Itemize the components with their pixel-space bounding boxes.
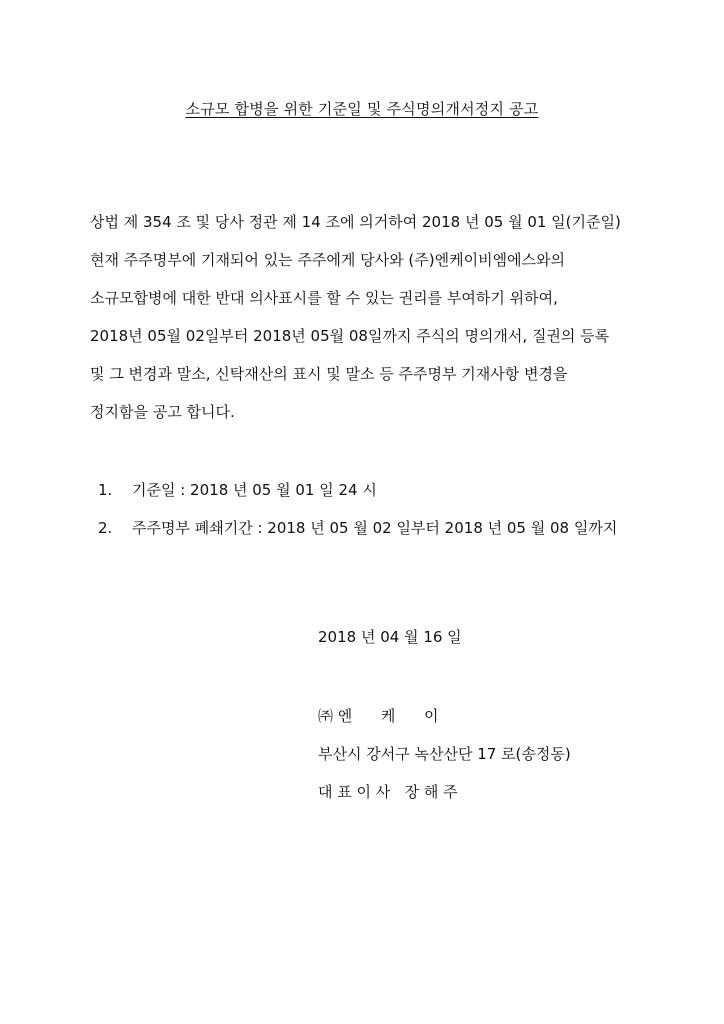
- notice-title: 소규모 합병을 위한 기준일 및 주식명의개서정지 공고: [185, 100, 539, 118]
- list-item-text: 주주명부 폐쇄기간 : 2018 년 05 월 02 일부터 2018 년 05 월 08 일까지: [132, 519, 618, 537]
- notice-date: 2018 년 04 월 16 일: [318, 628, 462, 646]
- body-line: 소규모합병에 대한 반대 의사표시를 할 수 있는 권리를 부여하기 위하여,: [90, 289, 558, 307]
- body-line: 상법 제 354 조 및 당사 정관 제 14 조에 의거하여 2018 년 05 월 01 일(기준일): [90, 213, 621, 231]
- company-name: ㈜ 엔 케 이: [318, 707, 439, 725]
- company-address: 부산시 강서구 녹산산단 17 로(송정동): [318, 745, 571, 763]
- list-item: [98, 476, 698, 514]
- body-line: 및 그 변경과 말소, 신탁재산의 표시 및 말소 등 주주명부 기재사항 변경을: [90, 365, 568, 383]
- notice-list: [98, 476, 698, 552]
- body-line: 현재 주주명부에 기재되어 있는 주주에게 당사와 (주)엔케이비엠에스와의: [90, 251, 566, 269]
- signature-block: [318, 702, 571, 816]
- list-item-number: 1.: [98, 481, 113, 499]
- body-line: 2018년 05월 02일부터 2018년 05월 08일까지 주식의 명의개서, 질권의 등록: [90, 327, 610, 345]
- list-item-text: 기준일 : 2018 년 05 월 01 일 24 시: [132, 481, 377, 499]
- list-item-number: 2.: [98, 519, 113, 537]
- representative-name: 대 표 이 사 장 해 주: [318, 783, 458, 801]
- list-item: [98, 514, 698, 552]
- body-line: 정지함을 공고 합니다.: [90, 403, 235, 421]
- notice-body: [90, 208, 670, 436]
